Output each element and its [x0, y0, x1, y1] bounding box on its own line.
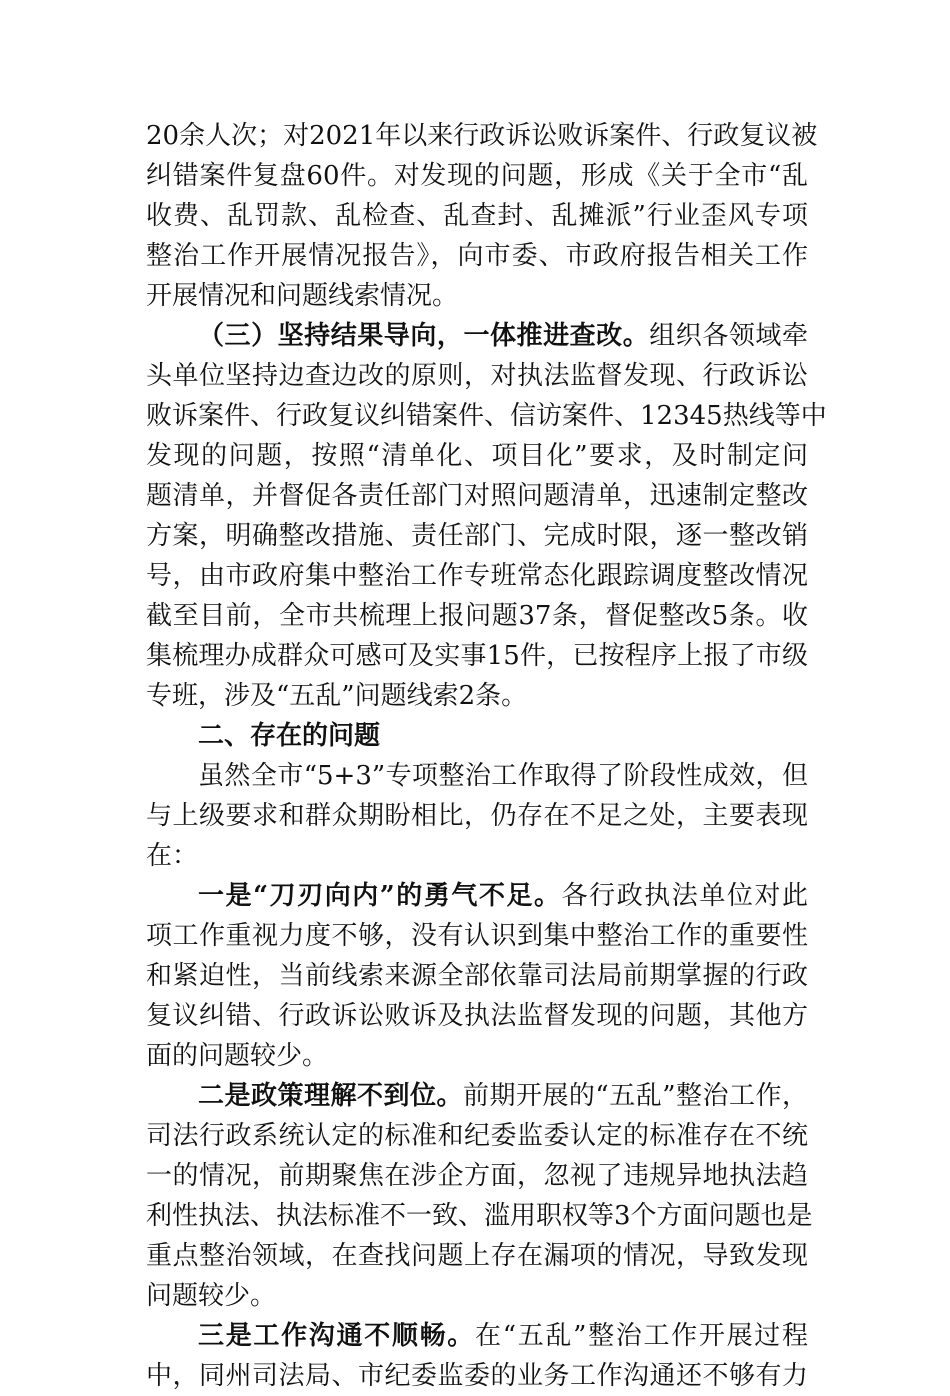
text-line: 集梳理办成群众可感可及实事15件，已按程序上报了市级 — [146, 641, 808, 671]
text-line — [146, 1316, 808, 1356]
text-run: 各行政执法单位对此 — [561, 881, 808, 911]
text-line: 司法行政系统认定的标准和纪委监委认定的标准存在不统 — [146, 1121, 808, 1151]
text-line: 截至目前，全市共梳理上报问题37条，督促整改5条。收 — [146, 601, 808, 631]
text-line: 整治工作开展情况报告》，向市委、市政府报告相关工作 — [146, 241, 808, 271]
text-line: 项工作重视力度不够，没有认识到集中整治工作的重要性 — [146, 921, 808, 951]
text-line: 问题较少。 — [146, 1281, 277, 1311]
text-line: 纠错案件复盘60件。对发现的问题，形成《关于全市“乱 — [146, 161, 808, 191]
text-line: 在： — [146, 841, 199, 871]
text-line: 20余人次；对2021年以来行政诉讼败诉案件、行政复议被 — [146, 121, 818, 151]
paragraph-3 — [146, 756, 808, 876]
text-line — [146, 876, 808, 916]
text-line: 复议纠错、行政诉讼败诉及执法监督发现的问题，其他方 — [146, 1001, 808, 1031]
text-line: 专班，涉及“五乱”问题线索2条。 — [146, 681, 528, 711]
text-line: 题清单，并督促各责任部门对照问题清单，迅速制定整改 — [146, 481, 808, 511]
paragraph-lead: 三是工作沟通不顺畅。 — [198, 1321, 475, 1351]
text-line: 和紧迫性，当前线索来源全部依靠司法局前期掌握的行政 — [146, 961, 808, 991]
text-line — [146, 1076, 808, 1116]
text-line: 开展情况和问题线索情况。 — [146, 281, 459, 311]
paragraph-4 — [146, 876, 808, 1076]
text-line: 重点整治领域，在查找问题上存在漏项的情况，导致发现 — [146, 1241, 808, 1271]
text-line: 面的问题较少。 — [146, 1041, 329, 1071]
document-body — [146, 116, 827, 1396]
text-line: 与上级要求和群众期盼相比，仍存在不足之处，主要表现 — [146, 801, 808, 831]
text-line: 中，同州司法局、市纪委监委的业务工作沟通还不够有力 — [146, 1361, 808, 1391]
paragraph-2 — [146, 316, 827, 716]
paragraph-1 — [146, 116, 818, 316]
paragraph-5 — [146, 1076, 813, 1316]
text-run: 在“五乱”整治工作开展过程 — [475, 1321, 808, 1351]
text-run: 前期开展的“五乱”整治工作， — [462, 1081, 808, 1111]
text-line: 利性执法、执法标准不一致、滥用职权等3个方面问题也是 — [146, 1201, 813, 1231]
text-line: 发现的问题，按照“清单化、项目化”要求，及时制定问 — [146, 441, 808, 471]
paragraph-lead: （三）坚持结果导向，一体推进查改。 — [198, 321, 650, 351]
paragraph-lead: 一是“刀刃向内”的勇气不足。 — [198, 881, 562, 911]
paragraph-6 — [146, 1316, 808, 1396]
text-line: 方案，明确整改措施、责任部门、完成时限，逐一整改销 — [146, 521, 808, 551]
text-line: 败诉案件、行政复议纠错案件、信访案件、12345热线等中 — [146, 401, 827, 431]
text-line: 虽然全市“5+3”专项整治工作取得了阶段性成效，但 — [198, 761, 808, 791]
text-line: 收费、乱罚款、乱检查、乱查封、乱摊派”行业歪风专项 — [146, 201, 808, 231]
text-line: 一的情况，前期聚焦在涉企方面，忽视了违规异地执法趋 — [146, 1161, 808, 1191]
text-line — [146, 316, 808, 356]
paragraph-lead: 二是政策理解不到位。 — [198, 1081, 463, 1111]
section-heading: 二、存在的问题 — [198, 721, 381, 751]
text-line: 头单位坚持边查边改的原则，对执法监督发现、行政诉讼 — [146, 361, 808, 391]
text-run: 组织各领域牵 — [649, 321, 808, 351]
text-line: 号，由市政府集中整治工作专班常态化跟踪调度整改情况 — [146, 561, 808, 591]
